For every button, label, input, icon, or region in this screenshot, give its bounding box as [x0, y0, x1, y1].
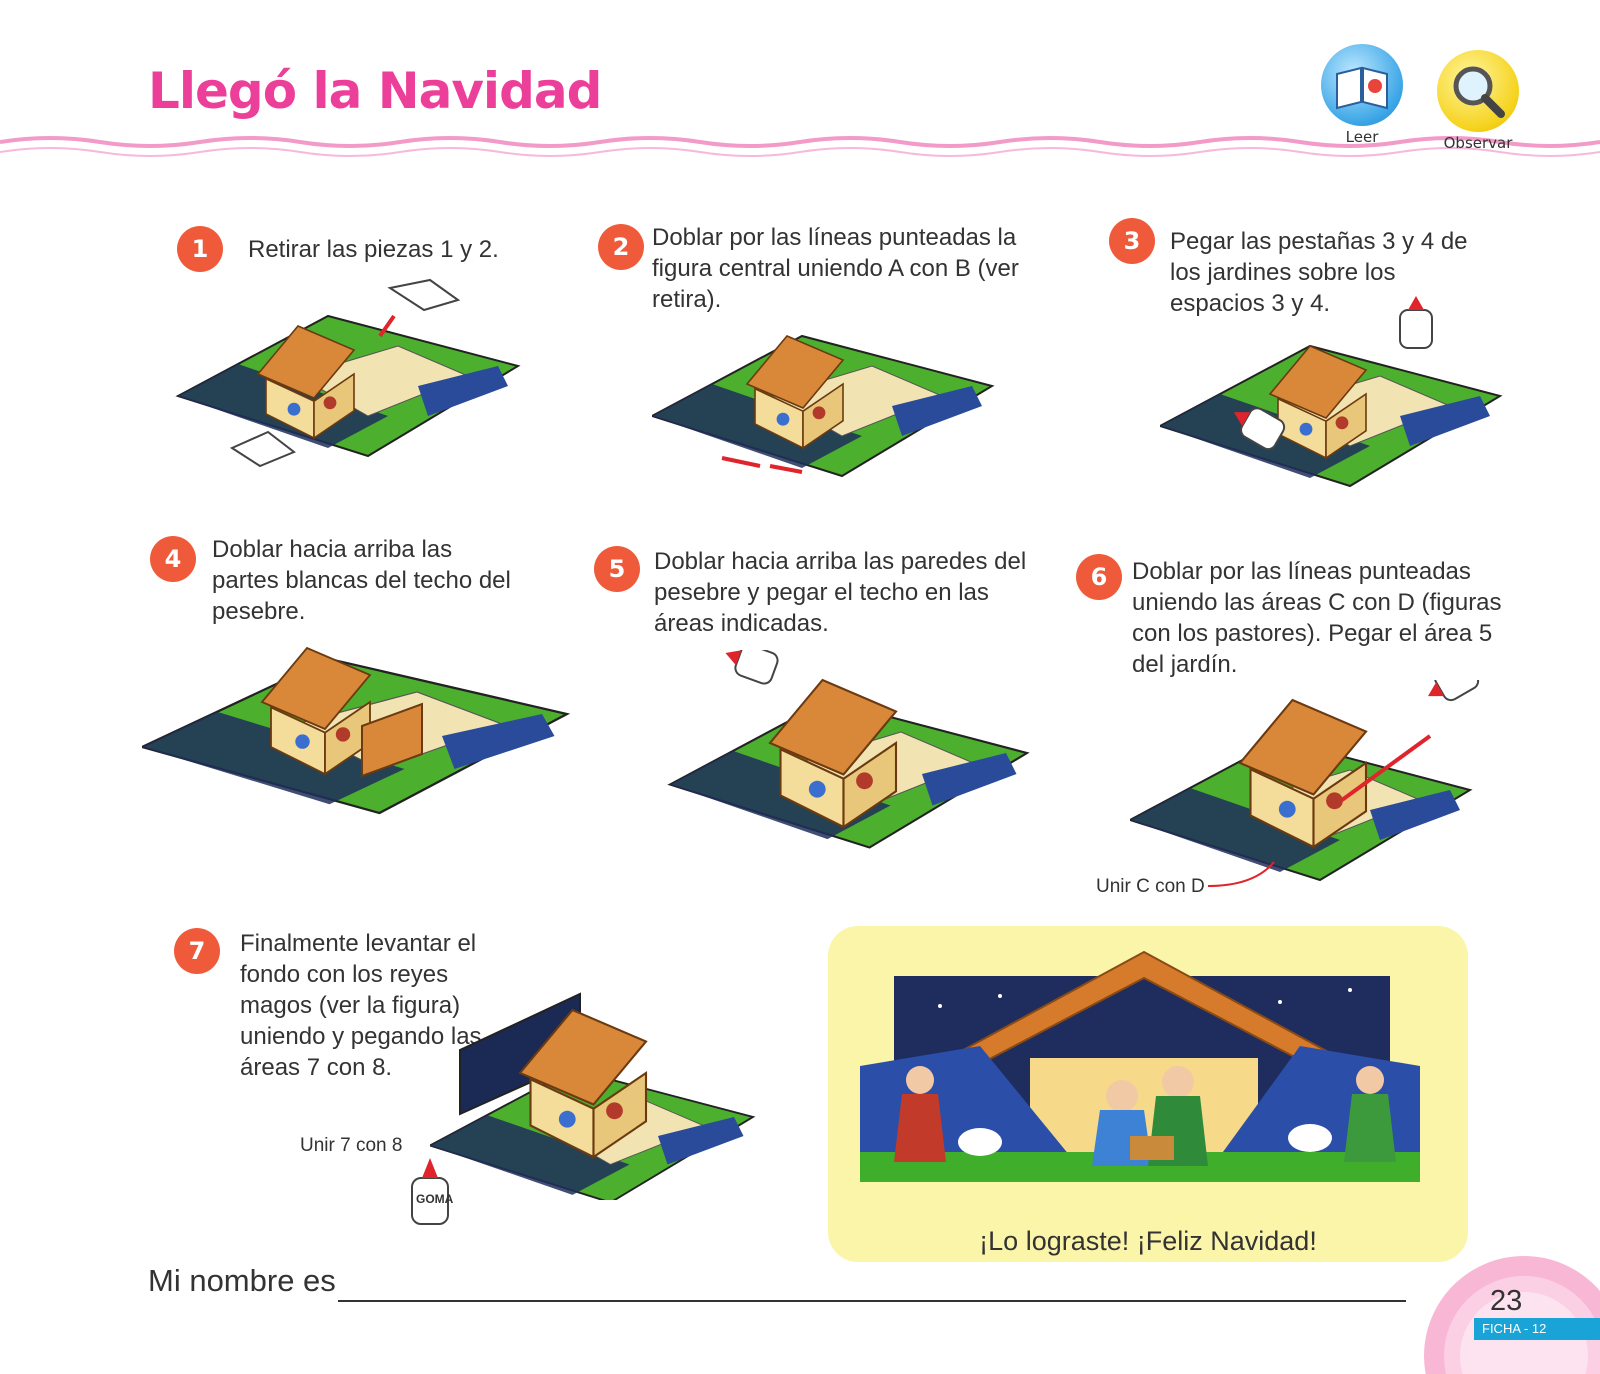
- step-4-number: 4: [150, 536, 196, 582]
- glue-label: GOMA: [416, 1192, 454, 1206]
- magnifier-icon: [1437, 50, 1519, 132]
- name-label: Mi nombre es: [148, 1263, 336, 1298]
- skill-read: [1318, 44, 1406, 146]
- step-5-illustration: [650, 650, 1030, 860]
- step-6-note-arrow: [1204, 856, 1280, 896]
- step-4-illustration: [142, 628, 582, 828]
- step-1-illustration: [168, 276, 548, 476]
- step-6-text: Doblar por las líneas punteadas uniendo las áreas C con D (figuras con los pastores). Pegar el área 5 del jardín.: [1132, 558, 1502, 678]
- step-7-note: Unir 7 con 8: [300, 1135, 403, 1156]
- step-3-illustration: [1160, 296, 1520, 496]
- glue-bottle-icon: [1420, 680, 1481, 710]
- step-6-note: Unir C con D: [1096, 876, 1205, 897]
- skill-observe-label: Observar: [1443, 134, 1513, 152]
- book-icon: [1321, 44, 1403, 126]
- page-title: Llegó la Navidad: [148, 62, 602, 120]
- final-caption: ¡Lo lograste! ¡Feliz Navidad!: [979, 1226, 1317, 1256]
- name-write-line[interactable]: [338, 1300, 1406, 1302]
- glue-bottle-icon: [720, 650, 780, 686]
- step-5-number: 5: [594, 546, 640, 592]
- step-6-number: 6: [1076, 554, 1122, 600]
- skill-observe: [1430, 50, 1526, 152]
- nativity-scene-image: [860, 946, 1420, 1206]
- page-number: 23: [1490, 1285, 1523, 1317]
- step-6-illustration: [1130, 680, 1500, 890]
- step-7-number: 7: [174, 928, 220, 974]
- step-1-number: 1: [177, 226, 223, 272]
- step-2-text: Doblar por las líneas punteadas la figura central uniendo A con B (ver retira).: [652, 224, 1019, 313]
- step-1-text: Retirar las piezas 1 y 2.: [248, 236, 499, 263]
- skill-read-label: Leer: [1345, 128, 1379, 146]
- step-2-number: 2: [598, 224, 644, 270]
- step-2-illustration: [652, 316, 1032, 486]
- step-7-illustration: [430, 990, 770, 1200]
- ficha-label: FICHA - 12: [1474, 1318, 1600, 1340]
- step-7-text: Finalmente levantar el fondo con los reyes magos (ver la figura) uniendo y pegando las áreas 7 con 8.: [240, 930, 482, 1081]
- step-4-text: Doblar hacia arriba las partes blancas del techo del pesebre.: [212, 536, 511, 625]
- step-5-text: Doblar hacia arriba las paredes del pesebre y pegar el techo en las áreas indicadas.: [654, 548, 1027, 637]
- step-3-text: Pegar las pestañas 3 y 4 de los jardines sobre los espacios 3 y 4.: [1170, 228, 1468, 317]
- glue-bottle-icon: [1400, 296, 1432, 348]
- step-3-number: 3: [1109, 218, 1155, 264]
